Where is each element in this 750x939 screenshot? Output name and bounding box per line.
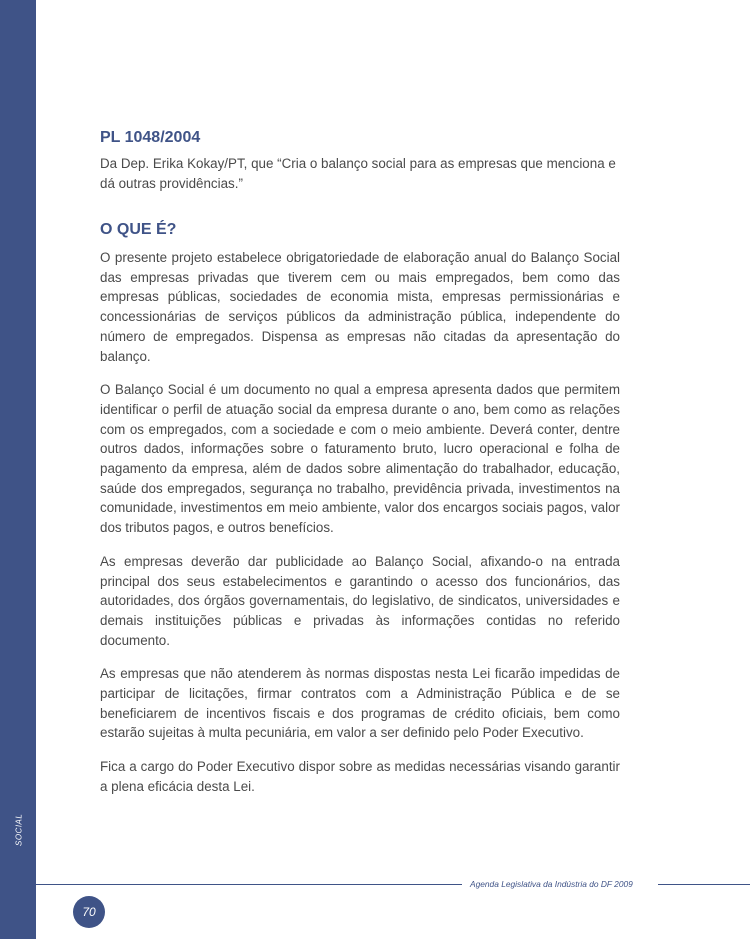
section-heading: O QUE É? [100,221,177,238]
footer-publication: Agenda Legislativa da Indústria do DF 2009 [470,879,633,889]
body-paragraph-4: As empresas que não atenderem às normas dispostas nesta Lei ficarão impedidas de participar de licitações, firmar contratos com a Administração Pública e de se beneficiarem de incentivos fiscais e dos programas de crédito oficiais, bem como estarão sujeitas à multa pecuniária, em valor a ser definido pelo Poder Executivo. [100,666,620,741]
bill-title: PL 1048/2004 [100,129,201,146]
page-number-badge: 70 [73,896,105,928]
body-paragraph-3: As empresas deverão dar publicidade ao Balanço Social, afixando-o na entrada principal dos seus estabelecimentos e garantindo o acesso dos funcionários, das autoridades, dos órgãos governamentais, do legislativo, de sindicatos, universidades e demais instituições públicas e privadas às informações contidas no referido documento. [100,553,620,648]
page-content [100,128,620,811]
body-paragraph-2: O Balanço Social é um documento no qual a empresa apresenta dados que permitem identificar o perfil de atuação social da empresa durante o ano, bem como as relações com os empregados, com a sociedade e com o meio ambiente. Deverá conter, dentre outros dados, informações sobre o faturamento bruto, lucro operacional e folha de pagamento da empresa, além de dados sobre alimentação do trabalhador, educação, saúde dos empregados, segurança no trabalho, previdência privada, investimentos na comunidade, investimentos em meio ambiente, valor dos encargos sociais pagos, valor dos tributos pagos, e outros benefícios. [100,382,620,536]
body-paragraph-5: Fica a cargo do Poder Executivo dispor sobre as medidas necessárias visando garantir a plena eficácia desta Lei. [100,759,620,794]
side-section-label: SOCIAL [14,813,24,847]
bill-subtitle: Da Dep. Erika Kokay/PT, que “Cria o balanço social para as empresas que menciona e dá outras providências.” [100,156,616,191]
side-band [0,0,36,939]
body-paragraph-1: O presente projeto estabelece obrigatoriedade de elaboração anual do Balanço Social das empresas privadas que tiverem cem ou mais empregados, bem como das empresas públicas, sociedades de economia mista, empresas permissionárias e concessionárias de serviços públicos da administração pública, independente do número de empregados. Dispensa as empresas não citadas da apresentação do balanço. [100,250,620,364]
body-text [100,248,620,797]
footer-divider-left [36,884,462,885]
footer-divider-right [658,884,750,885]
